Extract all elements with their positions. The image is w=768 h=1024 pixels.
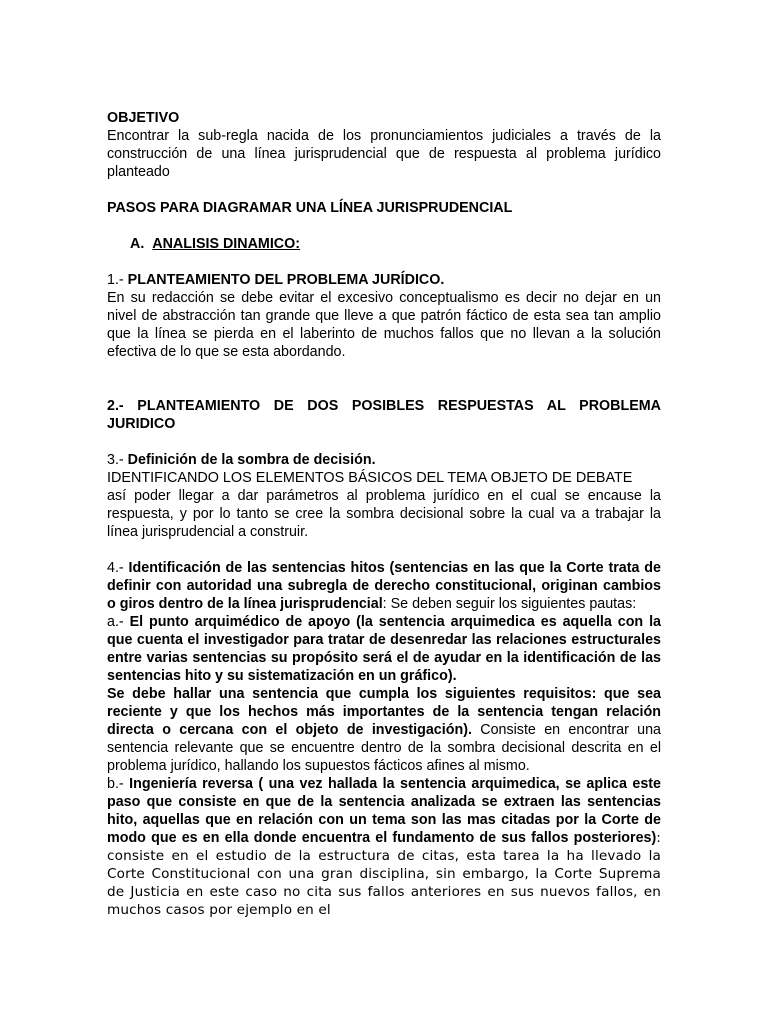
item4-paragraph (107, 559, 661, 613)
item1-heading (107, 271, 661, 289)
item3-title: Definición de la sombra de decisión. (127, 452, 376, 468)
section-a-title: ANALISIS DINAMICO: (152, 236, 300, 252)
item4b-marker: b.- (107, 776, 124, 792)
item4a-bold1: El punto arquimédico de apoyo (la sentencia arquimedica es aquella con la que cuenta el investigador para tratar de desenredar las relaciones estructurales entre varias sentencias su propósito será el de ayudar en la identificación de las sentencias hito y su sistematización en un gráfico). (107, 614, 661, 684)
item1-body: En su redacción se debe evitar el excesivo conceptualismo es decir no dejar en un nivel de abstracción tan grande que lleve a que patrón fáctico de esta sea tan amplio que la línea se pierda en el laberinto de muchos fallos que no llevan a la solución efectiva de lo que se esta abordando. (107, 290, 661, 360)
item4-rest: : Se deben seguir los siguientes pautas: (382, 596, 637, 612)
document-body (107, 109, 661, 919)
item3-body: así poder llegar a dar parámetros al problema jurídico en el cual se encause la respuesta, y por lo tanto se cree la sombra decisional sobre la cual va a trabajar la línea jurisprudencial a construir. (107, 488, 661, 540)
item4a-bold2: Se debe hallar una sentencia que cumpla los siguientes requisitos: que sea reciente y que los hechos más importantes de la sentencia tengan relación directa o cercana con el objeto de investigación). (107, 686, 661, 738)
item1-number: 1.- (107, 272, 124, 288)
item2-heading: 2.- PLANTEAMIENTO DE DOS POSIBLES RESPUESTAS AL PROBLEMA JURIDICO (107, 398, 661, 432)
item4b-paragraph (107, 775, 661, 919)
item4b-bold: Ingeniería reversa ( una vez hallada la sentencia arquimedica, se aplica este paso que consiste en que de la sentencia analizada se extraen las sentencias hito, aquellas que en relación con un tema son las mas citadas por la Corte de modo que es en ella donde encuentra el fundamento de sus fallos posteriores) (107, 776, 661, 846)
item4-number: 4.- (107, 560, 124, 576)
section-a-marker: A. (130, 236, 145, 252)
item3-heading (107, 451, 661, 469)
pasos-heading: PASOS PARA DIAGRAMAR UNA LÍNEA JURISPRUDENCIAL (107, 200, 513, 216)
item4-title: Identificación de las sentencias hitos (sentencias en las que la Corte trata de definir con autoridad una subregla de derecho constitucional, originan cambios o giros dentro de la línea jurisprudencial (107, 560, 661, 612)
item4a-continued (107, 685, 661, 775)
item4b-rest: : consiste en el estudio de la estructura de citas, esta tarea la ha llevado la Corte Constitucional con una gran disciplina, sin embargo, la Corte Suprema de Justicia en este caso no cita sus fallos anteriores en sus nuevos fallos, en muchos casos por ejemplo en el (107, 830, 661, 918)
item1-title: PLANTEAMIENTO DEL PROBLEMA JURÍDICO. (127, 272, 445, 288)
item4a-paragraph (107, 613, 661, 685)
item4a-marker: a.- (107, 614, 124, 630)
item4a-rest: Consiste en encontrar una sentencia relevante que se encuentre dentro de la sombra decisional descrita en el problema jurídico, hallando los supuestos fácticos afines al mismo. (107, 722, 662, 774)
item3-caps-line: IDENTIFICANDO LOS ELEMENTOS BÁSICOS DEL TEMA OBJETO DE DEBATE (107, 470, 633, 486)
item3-number: 3.- (107, 452, 124, 468)
objetivo-body: Encontrar la sub-regla nacida de los pronunciamientos judiciales a través de la construcción de una línea jurisprudencial que de respuesta al problema jurídico planteado (107, 128, 661, 180)
section-a-heading (107, 235, 661, 253)
objetivo-title: OBJETIVO (107, 110, 180, 126)
